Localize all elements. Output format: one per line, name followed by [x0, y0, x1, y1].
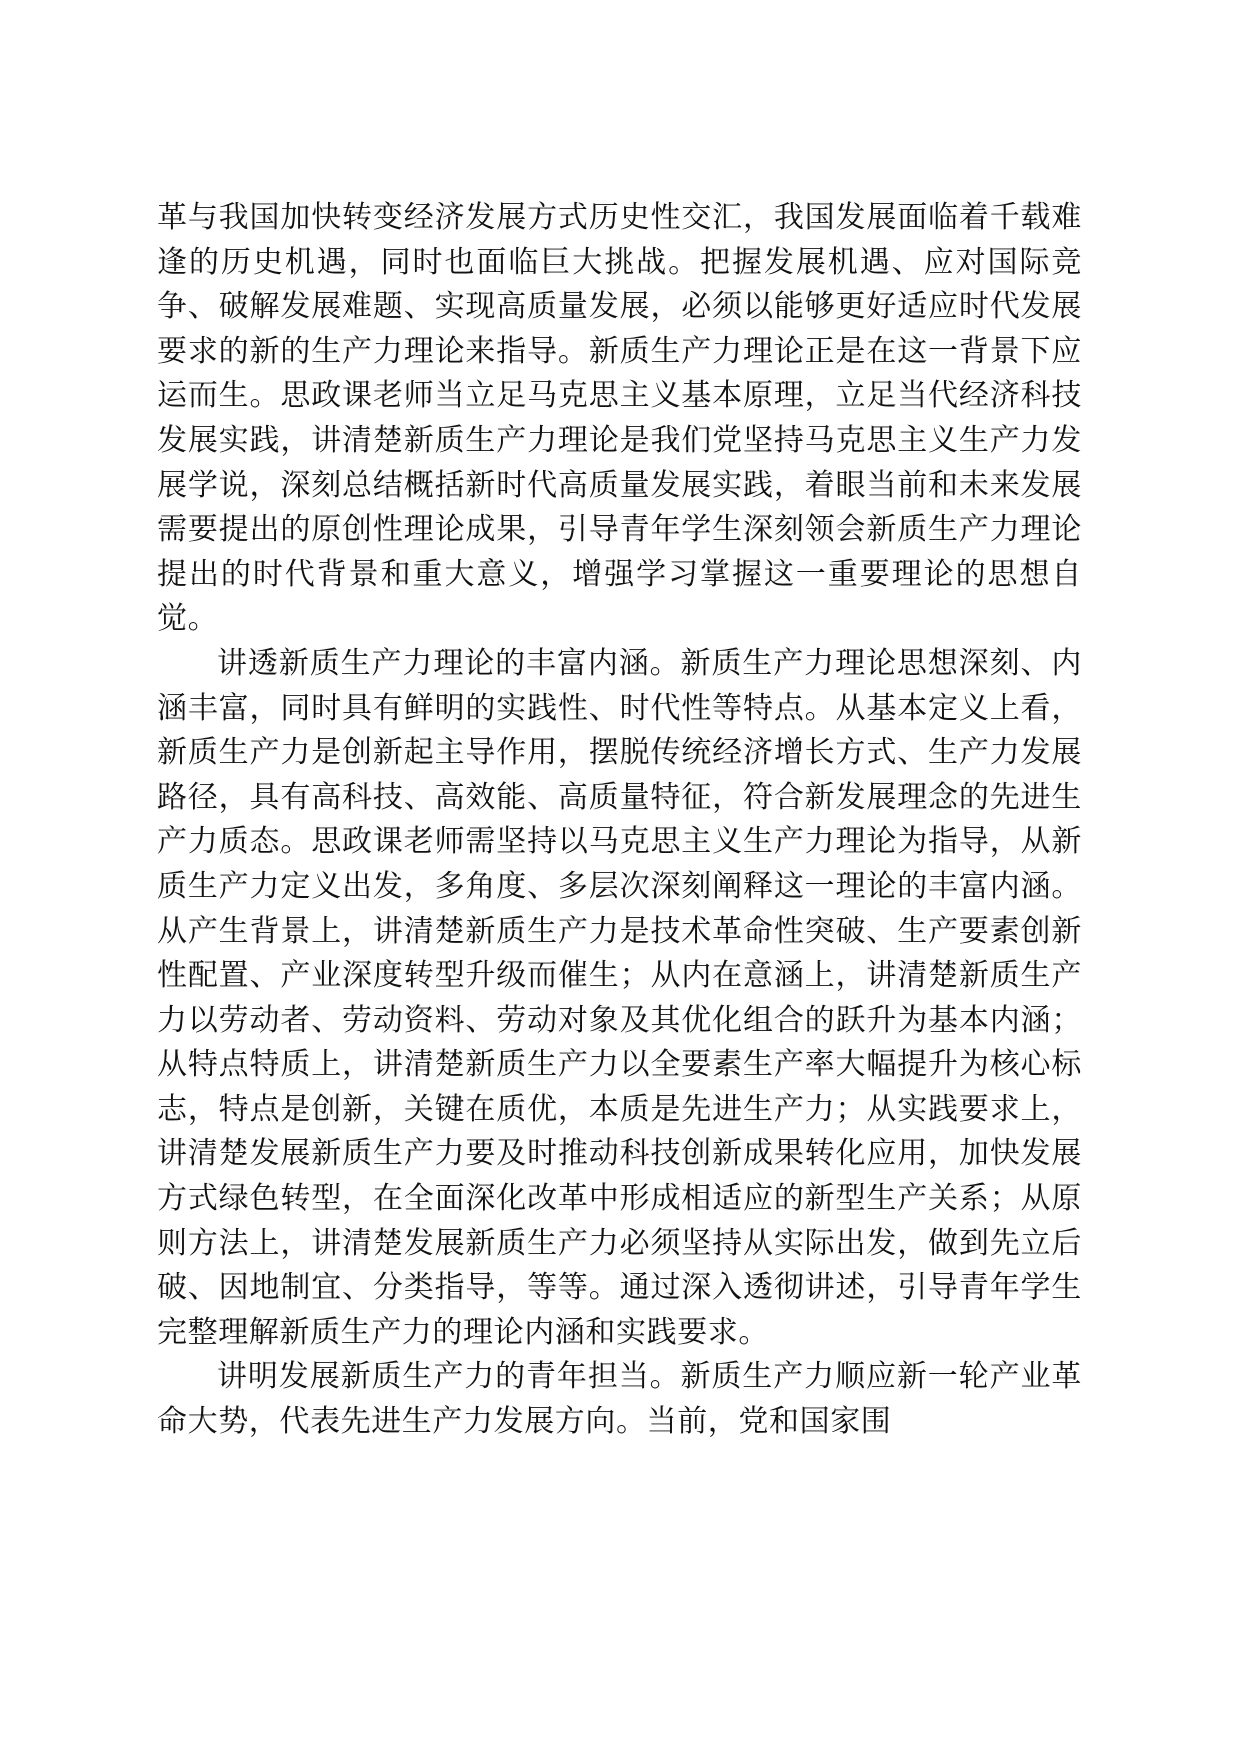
paragraph-1: 革与我国加快转变经济发展方式历史性交汇，我国发展面临着千载难逢的历史机遇，同时也面临巨大挑战。把握发展机遇、应对国际竞争、破解发展难题、实现高质量发展，必须以能够更好适应时代发展要求的新的生产力理论来指导。新质生产力理论正是在这一背景下应运而生。思政课老师当立足马克思主义基本原理，立足当代经济科技发展实践，讲清楚新质生产力理论是我们党坚持马克思主义生产力发展学说，深刻总结概括新时代高质量发展实践，着眼当前和未来发展需要提出的原创性理论成果，引导青年学生深刻领会新质生产力理论提出的时代背景和重大意义，增强学习掌握这一重要理论的思想自觉。 [157, 200, 1082, 637]
document-body [157, 196, 1082, 1445]
paragraph-2: 讲透新质生产力理论的丰富内涵。新质生产力理论思想深刻、内涵丰富，同时具有鲜明的实践性、时代性等特点。从基本定义上看，新质生产力是创新起主导作用，摆脱传统经济增长方式、生产力发展路径，具有高科技、高效能、高质量特征，符合新发展理念的先进生产力质态。思政课老师需坚持以马克思主义生产力理论为指导，从新质生产力定义出发，多角度、多层次深刻阐释这一理论的丰富内涵。从产生背景上，讲清楚新质生产力是技术革命性突破、生产要素创新性配置、产业深度转型升级而催生；从内在意涵上，讲清楚新质生产力以劳动者、劳动资料、劳动对象及其优化组合的跃升为基本内涵；从特点特质上，讲清楚新质生产力以全要素生产率大幅提升为核心标志，特点是创新，关键在质优，本质是先进生产力；从实践要求上，讲清楚发展新质生产力要及时推动科技创新成果转化应用，加快发展方式绿色转型，在全面深化改革中形成相适应的新型生产关系；从原则方法上，讲清楚发展新质生产力必须坚持从实际出发，做到先立后破、因地制宜、分类指导，等等。通过深入透彻讲述，引导青年学生完整理解新质生产力的理论内涵和实践要求。 [157, 645, 1082, 1350]
paragraph-3: 讲明发展新质生产力的青年担当。新质生产力顺应新一轮产业革命大势，代表先进生产力发展方向。当前，党和国家围 [157, 1359, 1082, 1440]
